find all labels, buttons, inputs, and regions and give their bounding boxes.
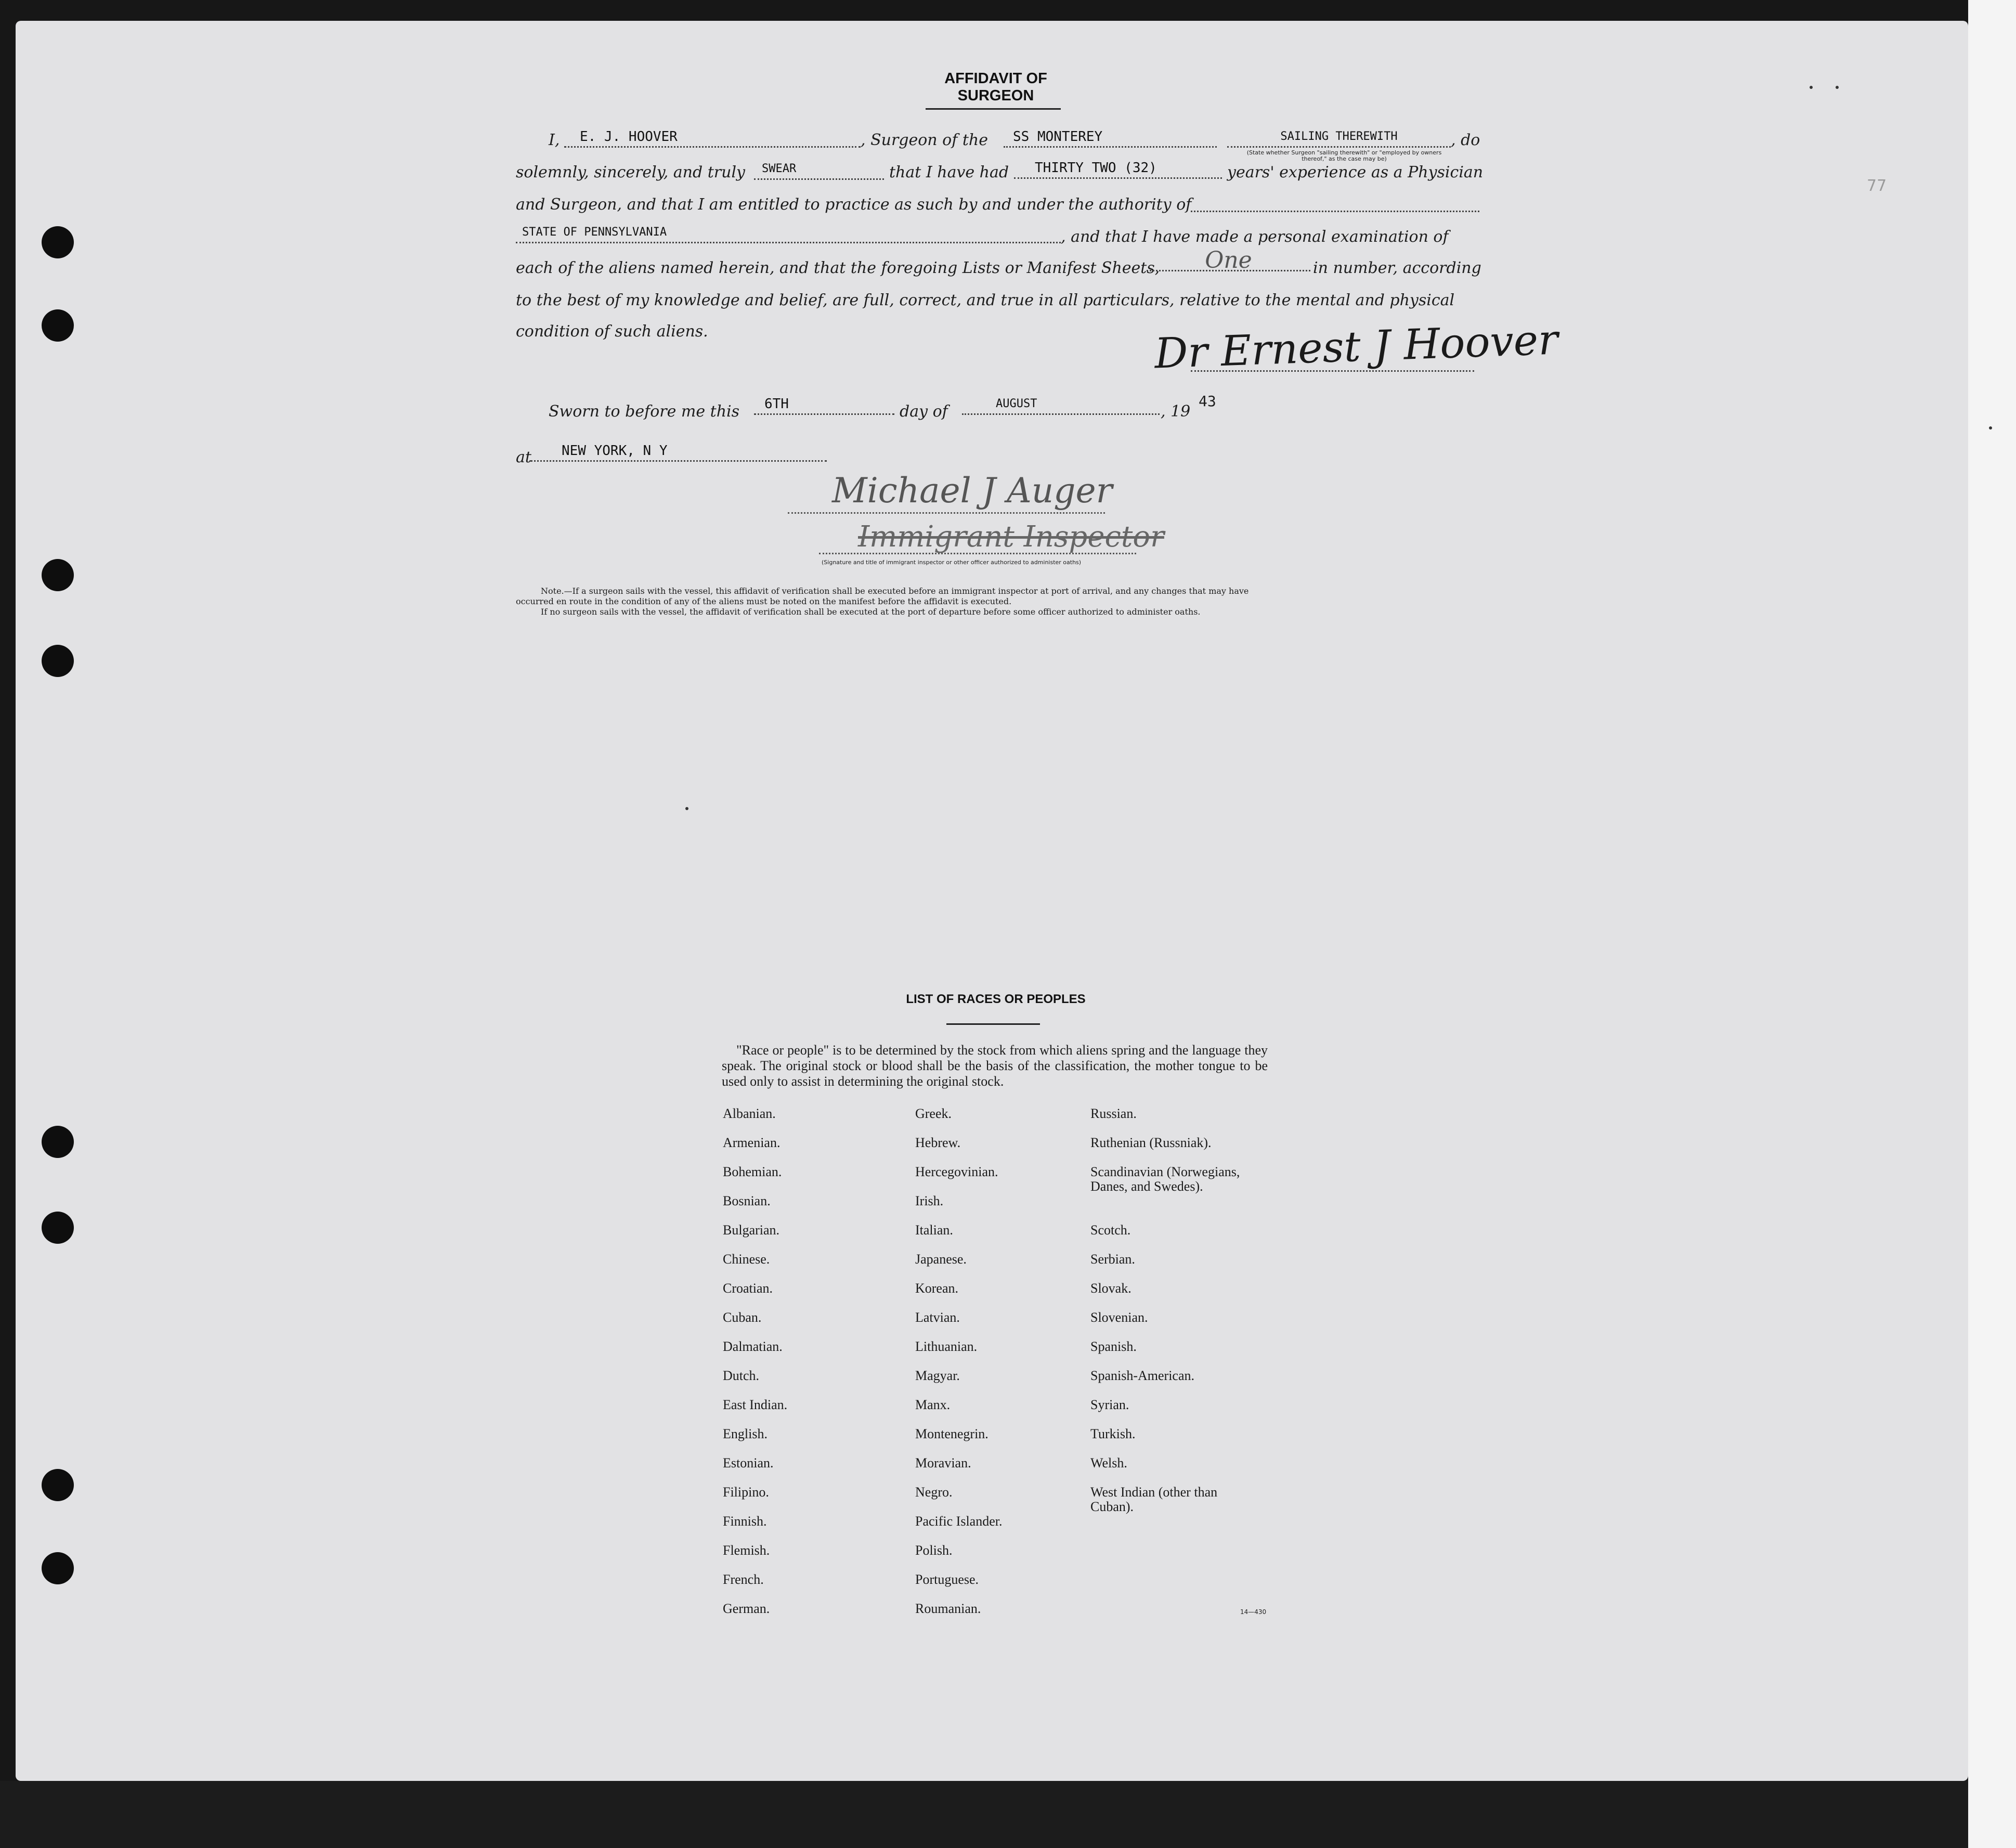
- binder-hole: [42, 1126, 74, 1158]
- line2-mid: that I have had: [889, 163, 1009, 181]
- binder-hole: [42, 559, 74, 591]
- binder-hole: [42, 1552, 74, 1584]
- signature-line: [1191, 370, 1474, 372]
- race-item: Pacific Islander.: [915, 1514, 1003, 1529]
- note-line-1: Note.—If a surgeon sails with the vessel, this affidavit of verification shall be executed before an immigrant inspector at port of arrival, and any changes that may have: [541, 586, 1249, 596]
- race-item: French.: [723, 1572, 764, 1587]
- surgeon-signature: Dr Ernest J Hoover: [1153, 315, 1559, 378]
- sworn-day-field: 6TH: [754, 396, 894, 415]
- surgeon-status-field: SAILING THEREWITH: [1227, 129, 1451, 148]
- scanner-edge: [1968, 0, 2016, 1848]
- race-item: Finnish.: [723, 1514, 767, 1529]
- race-item: Bulgarian.: [723, 1222, 780, 1238]
- races-list-title: LIST OF RACES OR PEOPLES: [906, 992, 1086, 1006]
- race-item: Magyar.: [915, 1368, 960, 1383]
- race-item: Filipino.: [723, 1485, 769, 1500]
- races-list-underline: [946, 1023, 1040, 1025]
- affidavit-title: AFFIDAVIT OF SURGEON: [944, 70, 1047, 104]
- binder-hole: [42, 1469, 74, 1501]
- place-field: NEW YORK, N Y: [530, 443, 827, 462]
- scan-speck: [1836, 86, 1839, 89]
- race-item: Korean.: [915, 1281, 959, 1296]
- officer-title: Immigrant Inspector: [858, 520, 1164, 554]
- race-item: Lithuanian.: [915, 1339, 978, 1354]
- race-item: Roumanian.: [915, 1601, 981, 1616]
- race-item: Estonian.: [723, 1455, 774, 1470]
- races-column-1: [723, 1107, 787, 1631]
- line2-prefix: solemnly, sincerely, and truly: [516, 163, 746, 181]
- sworn-month-field: AUGUST: [962, 396, 1160, 415]
- race-item: Hercegovinian.: [915, 1164, 998, 1179]
- race-item: Greek.: [915, 1106, 952, 1121]
- race-item: Cuban.: [723, 1310, 762, 1325]
- race-item: Montenegrin.: [915, 1426, 989, 1441]
- race-item: Hebrew.: [915, 1135, 961, 1150]
- binder-hole: [42, 1212, 74, 1244]
- line4-suffix: , and that I have made a personal examination of: [1061, 228, 1449, 246]
- race-item: Italian.: [915, 1222, 953, 1238]
- page-number-mark: 77: [1867, 177, 1887, 195]
- authority-continuation-field: [1191, 193, 1479, 212]
- scan-speck: [685, 807, 688, 810]
- race-item: Polish.: [915, 1543, 953, 1558]
- races-column-2: [915, 1107, 1003, 1631]
- race-item: East Indian.: [723, 1397, 788, 1412]
- race-item: Ruthenian (Russniak).: [1090, 1135, 1212, 1150]
- title-underline: [926, 108, 1061, 110]
- race-item: Japanese.: [915, 1252, 967, 1267]
- race-item: Portuguese.: [915, 1572, 979, 1587]
- sworn-prefix: Sworn to before me this: [549, 402, 740, 421]
- race-item: West Indian (other than Cuban).: [1090, 1485, 1218, 1514]
- line3-text: and Surgeon, and that I am entitled to practice as such by and under the authority of: [516, 196, 1192, 214]
- race-item: Syrian.: [1090, 1397, 1129, 1412]
- binder-hole: [42, 645, 74, 677]
- race-item: Slovak.: [1090, 1281, 1131, 1296]
- years-experience-field: THIRTY TWO (32): [1014, 160, 1222, 179]
- note-line-2: occurred en route in the condition of any of the aliens must be noted on the manifest before the affidavit is executed.: [516, 596, 1012, 606]
- race-item: Bosnian.: [723, 1193, 771, 1208]
- day-of-label: day of: [900, 402, 948, 421]
- line5-prefix: each of the aliens named herein, and that the foregoing Lists or Manifest Sheets,: [516, 259, 1160, 277]
- race-item: Manx.: [915, 1397, 951, 1412]
- year-prefix: , 19: [1161, 402, 1191, 421]
- race-item: Serbian.: [1090, 1252, 1135, 1267]
- place-prefix: at: [516, 448, 531, 466]
- officer-signature-line: [788, 512, 1105, 514]
- race-item: Spanish.: [1090, 1339, 1137, 1354]
- race-item: Bohemian.: [723, 1164, 782, 1179]
- authority-field: STATE OF PENNSYLVANIA: [516, 225, 1061, 243]
- surgeon-status-note: (State whether Surgeon "sailing therewith" or "employed by owners thereof," as the case may be): [1246, 149, 1442, 162]
- race-item: Negro.: [915, 1485, 953, 1500]
- race-item: Dutch.: [723, 1368, 760, 1383]
- race-item: Flemish.: [723, 1543, 770, 1558]
- races-column-3: [1090, 1107, 1278, 1543]
- race-item: Turkish.: [1090, 1426, 1136, 1441]
- scan-speck: [1989, 426, 1992, 430]
- oath-field: SWEAR: [754, 161, 884, 180]
- race-item: Scotch.: [1090, 1222, 1131, 1238]
- race-item: English.: [723, 1426, 768, 1441]
- race-item: Spanish-American.: [1090, 1368, 1195, 1383]
- officer-title-line: [819, 553, 1136, 554]
- race-item: Russian.: [1090, 1106, 1137, 1121]
- race-item: Chinese.: [723, 1252, 770, 1267]
- officer-caption: (Signature and title of immigrant inspector or other officer authorized to administer oaths): [822, 559, 1082, 566]
- race-item: Latvian.: [915, 1310, 960, 1325]
- line2-suffix: years' experience as a Physician: [1227, 163, 1484, 181]
- line5-suffix: in number, according: [1313, 259, 1481, 277]
- form-number: 14—430: [1240, 1608, 1267, 1616]
- race-item: Croatian.: [723, 1281, 773, 1296]
- race-item: Scandinavian (Norwegians, Danes, and Swedes).: [1090, 1164, 1240, 1194]
- vessel-field: SS MONTEREY: [1004, 129, 1217, 148]
- race-item: Irish.: [915, 1193, 944, 1208]
- officer-signature: Michael J Auger: [832, 471, 1113, 511]
- race-item: Welsh.: [1090, 1455, 1127, 1470]
- race-item: Armenian.: [723, 1135, 781, 1150]
- note-line-3: If no surgeon sails with the vessel, the affidavit of verification shall be executed at the port of departure before some officer authorized to administer oaths.: [541, 607, 1201, 617]
- race-item: Moravian.: [915, 1455, 971, 1470]
- surgeon-of-label: , Surgeon of the: [861, 131, 988, 149]
- race-item: Dalmatian.: [723, 1339, 783, 1354]
- surgeon-name-field: E. J. HOOVER: [564, 129, 861, 148]
- line1-suffix: , do: [1451, 131, 1480, 149]
- year-suffix: 43: [1199, 393, 1216, 410]
- sheets-count-field: One: [1147, 253, 1310, 271]
- line6-text: to the best of my knowledge and belief, are full, correct, and true in all particulars, relative to the mental and physical: [516, 291, 1455, 309]
- race-item: German.: [723, 1601, 770, 1616]
- race-item: Slovenian.: [1090, 1310, 1148, 1325]
- line7-text: condition of such aliens.: [516, 322, 708, 341]
- races-list-intro: "Race or people" is to be determined by the stock from which aliens spring and the language they speak. The original stock or blood shall be the basis of the classification, the mother tongue to be used only to assist in determining the original stock.: [722, 1043, 1268, 1089]
- scan-bottom-band: [0, 1781, 1968, 1848]
- binder-hole: [42, 226, 74, 258]
- race-item: Albanian.: [723, 1106, 776, 1121]
- scan-speck: [1810, 86, 1813, 89]
- line1-prefix: I,: [549, 131, 560, 149]
- binder-hole: [42, 309, 74, 342]
